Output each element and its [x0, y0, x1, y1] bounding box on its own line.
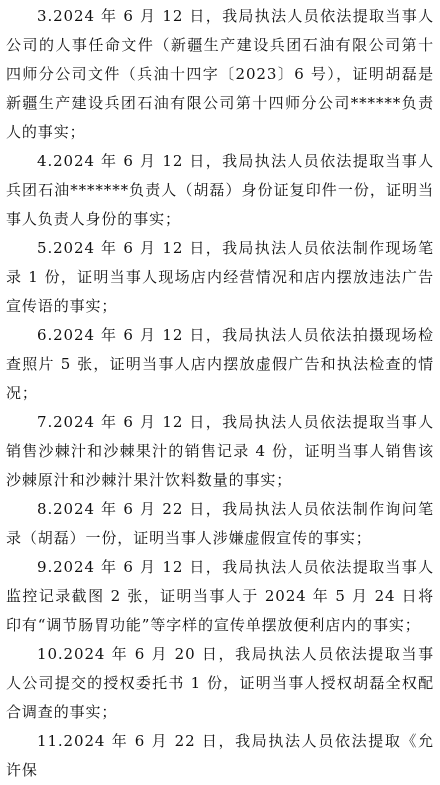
evidence-item-6: 6.2024 年 6 月 12 日，我局执法人员依法拍摄现场检查照片 5 张，证明当事人店内摆放虚假广告和执法检查的情况； — [6, 326, 434, 402]
evidence-item-10: 10.2024 年 6 月 20 日，我局执法人员依法提取当事人公司提交的授权委托书 1 份，证明当事人授权胡磊全权配合调查的事实； — [6, 645, 434, 721]
evidence-item-4: 4.2024 年 6 月 12 日，我局执法人员依法提取当事人兵团石油*******负责人（胡磊）身份证复印件一份，证明当事人负责人身份的事实； — [6, 152, 434, 228]
evidence-item-8: 8.2024 年 6 月 22 日，我局执法人员依法制作询问笔录（胡磊）一份，证明当事人涉嫌虚假宣传的事实； — [6, 500, 434, 547]
evidence-item-3: 3.2024 年 6 月 12 日，我局执法人员依法提取当事人公司的人事任命文件（新疆生产建设兵团石油有限公司第十四师分公司文件（兵油十四字〔2023〕6 号），证明胡磊是新疆生产建设兵团石油有限公司第十四师分公司******负责人的事实； — [6, 7, 434, 141]
evidence-item-7: 7.2024 年 6 月 12 日，我局执法人员依法提取当事人销售沙棘汁和沙棘果汁的销售记录 4 份，证明当事人销售该沙棘原汁和沙棘汁果汁饮料数量的事实； — [6, 413, 434, 489]
evidence-item-11: 11.2024 年 6 月 22 日，我局执法人员依法提取《允许保 — [6, 732, 434, 779]
evidence-item-9: 9.2024 年 6 月 12 日，我局执法人员依法提取当事人监控记录截图 2 张，证明当事人于 2024 年 5 月 24 日将印有“调节肠胃功能”等字样的宣传单摆放便利店内的事实； — [6, 558, 434, 634]
evidence-item-5: 5.2024 年 6 月 12 日，我局执法人员依法制作现场笔录 1 份，证明当事人现场店内经营情况和店内摆放违法广告宣传语的事实； — [6, 239, 434, 315]
